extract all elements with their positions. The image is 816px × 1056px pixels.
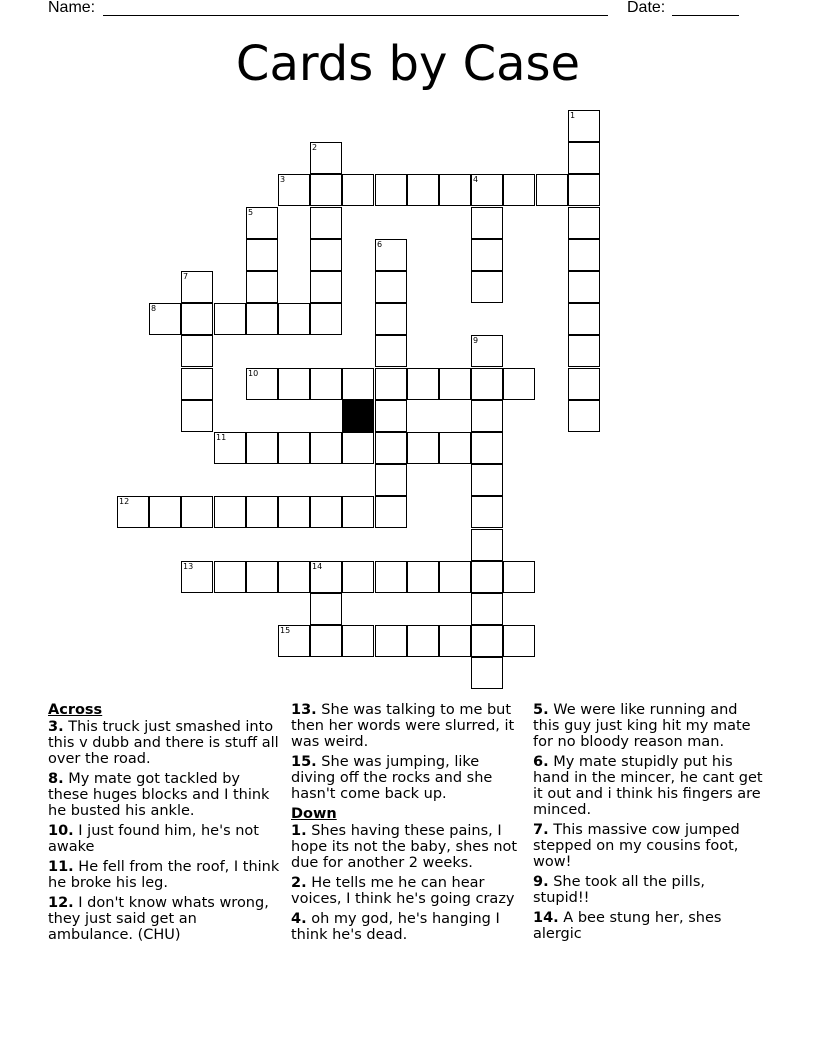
grid-cell[interactable]: [246, 432, 278, 464]
grid-cell[interactable]: [278, 303, 310, 335]
grid-cell[interactable]: [181, 303, 213, 335]
grid-cell[interactable]: [310, 593, 342, 625]
grid-cell[interactable]: [342, 496, 374, 528]
grid-cell[interactable]: [214, 432, 246, 464]
grid-cell[interactable]: [471, 335, 503, 367]
grid-cell[interactable]: [375, 335, 407, 367]
grid-cell[interactable]: [246, 239, 278, 271]
clue-number: 5: [248, 208, 254, 217]
clue-down-6: 6. My mate stupidly put his hand in the mincer, he cant get it out and i think his fingers are minced.: [533, 754, 763, 818]
grid-cell[interactable]: [278, 561, 310, 593]
clue-across-3: 3. This truck just smashed into this v dubb and there is stuff all over the road.: [48, 719, 279, 767]
grid-cell[interactable]: [568, 271, 600, 303]
grid-cell[interactable]: [568, 110, 600, 142]
grid-cell[interactable]: [471, 657, 503, 689]
grid-cell[interactable]: [310, 207, 342, 239]
grid-cell[interactable]: [246, 368, 278, 400]
grid-cell[interactable]: [568, 207, 600, 239]
grid-cell[interactable]: [214, 496, 246, 528]
clue-down-4: 4. oh my god, he's hanging I think he's dead.: [291, 911, 500, 943]
grid-cell[interactable]: [503, 625, 535, 657]
grid-cell[interactable]: [407, 174, 439, 206]
clue-across-10: 10. I just found him, he's not awake: [48, 823, 259, 855]
grid-cell[interactable]: [246, 496, 278, 528]
clue-number: 7: [183, 272, 189, 281]
name-label: Name:: [48, 0, 96, 16]
grid-cell[interactable]: [471, 529, 503, 561]
grid-cell[interactable]: [149, 303, 181, 335]
grid-cell[interactable]: [342, 561, 374, 593]
grid-cell[interactable]: [310, 174, 342, 206]
grid-cell[interactable]: [503, 368, 535, 400]
grid-cell[interactable]: [246, 303, 278, 335]
grid-cell[interactable]: [342, 174, 374, 206]
grid-cell[interactable]: [536, 174, 568, 206]
clue-number: 10: [248, 369, 259, 378]
grid-cell[interactable]: [568, 400, 600, 432]
grid-cell[interactable]: [568, 368, 600, 400]
grid-cell[interactable]: [181, 271, 213, 303]
clue-number: 14: [312, 562, 323, 571]
grid-cell[interactable]: [568, 239, 600, 271]
grid-cell[interactable]: [246, 561, 278, 593]
grid-cell[interactable]: [375, 464, 407, 496]
clue-number: 15: [280, 626, 291, 635]
grid-cell[interactable]: [568, 335, 600, 367]
grid-cell[interactable]: [471, 593, 503, 625]
clue-number: 8: [151, 304, 157, 313]
grid-cell[interactable]: [181, 561, 213, 593]
grid-cell[interactable]: [310, 496, 342, 528]
clue-number: 6: [377, 240, 383, 249]
clue-number: 3: [280, 175, 286, 184]
grid-cell[interactable]: [375, 239, 407, 271]
grid-cell[interactable]: [503, 561, 535, 593]
grid-cell[interactable]: [278, 174, 310, 206]
down-heading: Down: [291, 806, 337, 822]
grid-cell[interactable]: [439, 561, 471, 593]
grid-cell[interactable]: [310, 303, 342, 335]
clue-across-15: 15. She was jumping, like diving off the rocks and she hasn't come back up.: [291, 754, 493, 802]
grid-cell[interactable]: [310, 271, 342, 303]
grid-cell[interactable]: [375, 496, 407, 528]
black-square: [342, 400, 374, 432]
grid-cell[interactable]: [568, 174, 600, 206]
grid-cell[interactable]: [246, 271, 278, 303]
clue-number: 1: [570, 111, 576, 120]
grid-cell[interactable]: [342, 368, 374, 400]
grid-cell[interactable]: [568, 303, 600, 335]
grid-cell[interactable]: [471, 368, 503, 400]
grid-cell[interactable]: [375, 368, 407, 400]
grid-cell[interactable]: [181, 400, 213, 432]
grid-cell[interactable]: [407, 625, 439, 657]
grid-cell[interactable]: [568, 142, 600, 174]
grid-cell[interactable]: [471, 464, 503, 496]
grid-cell[interactable]: [439, 368, 471, 400]
grid-cell[interactable]: [471, 432, 503, 464]
grid-cell[interactable]: [278, 625, 310, 657]
grid-cell[interactable]: [181, 496, 213, 528]
clue-across-11: 11. He fell from the roof, I think he broke his leg.: [48, 859, 280, 891]
grid-cell[interactable]: [439, 174, 471, 206]
grid-cell[interactable]: [310, 239, 342, 271]
grid-cell[interactable]: [407, 368, 439, 400]
grid-cell[interactable]: [117, 496, 149, 528]
grid-cell[interactable]: [439, 625, 471, 657]
grid-cell[interactable]: [375, 432, 407, 464]
grid-cell[interactable]: [471, 207, 503, 239]
clue-down-2: 2. He tells me he can hear voices, I think he's going crazy: [291, 875, 515, 907]
grid-cell[interactable]: [278, 432, 310, 464]
clue-across-8: 8. My mate got tackled by these huges blocks and I think he busted his ankle.: [48, 771, 270, 819]
grid-cell[interactable]: [310, 368, 342, 400]
grid-cell[interactable]: [310, 432, 342, 464]
grid-cell[interactable]: [149, 496, 181, 528]
grid-cell[interactable]: [407, 432, 439, 464]
grid-cell[interactable]: [310, 625, 342, 657]
grid-cell[interactable]: [214, 303, 246, 335]
clue-number: 9: [473, 336, 479, 345]
clue-number: 13: [183, 562, 194, 571]
grid-cell[interactable]: [246, 207, 278, 239]
clue-down-7: 7. This massive cow jumped stepped on my cousins foot, wow!: [533, 822, 740, 870]
clue-across-13: 13. She was talking to me but then her words were slurred, it was weird.: [291, 702, 515, 750]
grid-cell[interactable]: [375, 400, 407, 432]
page-title: Cards by Case: [235, 36, 581, 92]
grid-cell[interactable]: [471, 625, 503, 657]
grid-cell[interactable]: [342, 625, 374, 657]
grid-cell[interactable]: [471, 271, 503, 303]
clue-down-14: 14. A bee stung her, shes alergic: [533, 910, 722, 942]
clue-down-1: 1. Shes having these pains, I hope its not the baby, shes not due for another 2 weeks.: [291, 823, 518, 871]
grid-cell[interactable]: [471, 239, 503, 271]
clue-number: 11: [216, 433, 227, 442]
grid-cell[interactable]: [471, 561, 503, 593]
grid-cell[interactable]: [181, 368, 213, 400]
clue-down-5: 5. We were like running and this guy just king hit my mate for no bloody reason man.: [533, 702, 751, 750]
grid-cell[interactable]: [214, 561, 246, 593]
grid-cell[interactable]: [471, 496, 503, 528]
grid-cell[interactable]: [375, 625, 407, 657]
grid-cell[interactable]: [310, 142, 342, 174]
clues-column-3: [533, 702, 765, 946]
clues-column-1: [48, 702, 280, 947]
clue-down-9: 9. She took all the pills, stupid!!: [533, 874, 705, 906]
grid-cell[interactable]: [471, 400, 503, 432]
grid-cell[interactable]: [375, 561, 407, 593]
grid-cell[interactable]: [310, 561, 342, 593]
grid-cell[interactable]: [278, 496, 310, 528]
grid-cell[interactable]: [503, 174, 535, 206]
grid-cell[interactable]: [375, 174, 407, 206]
grid-cell[interactable]: [471, 174, 503, 206]
clue-across-12: 12. I don't know whats wrong, they just said get an ambulance. (CHU): [48, 895, 269, 943]
clue-number: 12: [119, 497, 130, 506]
grid-cell[interactable]: [407, 561, 439, 593]
grid-cell[interactable]: [278, 368, 310, 400]
grid-cell[interactable]: [375, 303, 407, 335]
clue-number: 4: [473, 175, 479, 184]
date-label: Date:: [627, 0, 666, 16]
grid-cell[interactable]: [181, 335, 213, 367]
grid-cell[interactable]: [342, 432, 374, 464]
across-heading: Across: [48, 702, 103, 718]
clue-number: 2: [312, 143, 318, 152]
grid-cell[interactable]: [439, 432, 471, 464]
clues-column-2: [291, 702, 523, 947]
grid-cell[interactable]: [375, 271, 407, 303]
